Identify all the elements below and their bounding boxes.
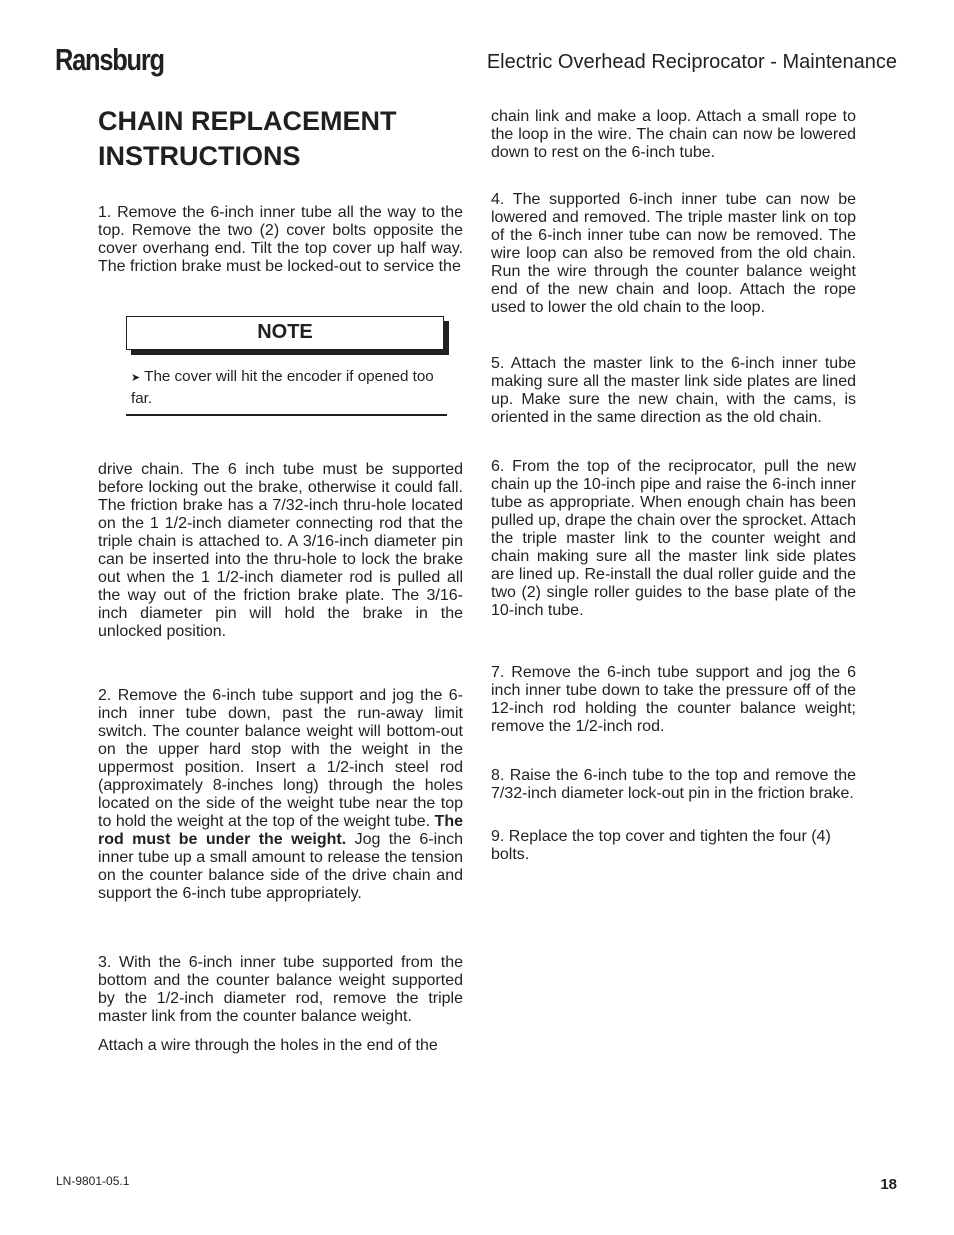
step-8: 8. Raise the 6-inch tube to the top and remove the 7/32-inch diameter lock-out pin in the friction brake.	[491, 767, 856, 802]
step-3-part-a: 3. With the 6-inch inner tube supported from the bottom and the counter balance weight supported by the 1/2-inch diameter rod, remove the triple master link from the counter balance weight.	[98, 954, 463, 1025]
note-title-box: NOTE	[126, 316, 444, 350]
step-1-part-a: 1. Remove the 6-inch inner tube all the way to the top. Remove the two (2) cover bolts opposite the cover overhang end. Tilt the top cover up half way. The friction brake must be locked-out to service the	[98, 204, 463, 275]
section-heading	[98, 104, 478, 174]
ransburg-logo: Ransburg	[55, 42, 164, 77]
step-1-part-b: drive chain. The 6 inch tube must be supported before locking out the brake, otherwise it could fall. The friction brake has a 7/32-inch thru-hole located on the 1 1/2-inch diameter connecting rod that the triple chain is attached to. A 3/16-inch diameter pin can be inserted into the thru-hole to lock the brake out when the 1 1/2-inch diameter rod is pulled all the way out of the friction brake plate. The 3/16- inch diameter pin will hold the brake in the unlocked position.	[98, 461, 463, 640]
step-9: 9. Replace the top cover and tighten the four (4) bolts.	[491, 828, 831, 863]
step-7: 7. Remove the 6-inch tube support and jog the 6 inch inner tube down to take the pressure off of the 12-inch rod holding the counter balance weight; remove the 1/2-inch rod.	[491, 664, 856, 735]
step-4: 4. The supported 6-inch inner tube can now be lowered and removed. The triple master link on top of the 6-inch inner tube can now be removed. The wire loop can also be removed from the old chain. Run the wire through the counter balance weight end of the new chain and loop. Attach the rope used to lower the old chain to the loop.	[491, 191, 856, 316]
heading-line-2: INSTRUCTIONS	[98, 141, 301, 171]
note-callout	[126, 316, 451, 416]
heading-line-1: CHAIN REPLACEMENT	[98, 106, 397, 136]
step-2	[98, 687, 463, 903]
note-bottom-rule	[126, 414, 447, 416]
arrow-bullet-icon: ➤	[131, 372, 141, 384]
step-2-bold-warning: The rod must be under the weight.	[98, 813, 463, 848]
step-5: 5. Attach the master link to the 6-inch inner tube making sure all the master link side plates are lined up. Make sure the new chain, with the cams, is oriented in the same direction as the old chain.	[491, 355, 856, 426]
footer-doc-number: LN-9801-05.1	[56, 1174, 130, 1188]
footer-page-number: 18	[880, 1176, 897, 1193]
step-6: 6. From the top of the reciprocator, pull the new chain up the 10-inch pipe and raise the 6-inch inner tube as appropriate. When enough chain has been pulled up, drape the chain over the sprocket. Attach the triple master link to the counter weight and chain making sure all the master link side plates are lined up. Re-install the dual roller guide and the two (2) single roller guides to the base plate of the 10-inch tube.	[491, 458, 856, 619]
header-title: Electric Overhead Reciprocator - Maintenance	[486, 51, 897, 73]
step-3-part-b: Attach a wire through the holes in the end of the	[98, 1037, 438, 1054]
step-2-text-b: Jog the 6-inch inner tube up a small amount to release the tension on the counter balance side of the drive chain and support the 6-inch tube appropriately.	[98, 831, 464, 902]
step-2-text-a: 2. Remove the 6-inch tube support and jog the 6-inch inner tube down, past the run-away limit switch. The counter balance weight will bottom-out on the upper hard stop with the weight in the uppermost position. Insert a 1/2-inch steel rod (approximately 8-inches long) through the holes located on the side of the weight tube near the top to hold the weight at the top of the weight tube.	[98, 687, 463, 830]
note-text	[126, 367, 446, 409]
note-text-body: The cover will hit the encoder if opened too far.	[131, 368, 434, 407]
step-3-part-c: chain link and make a loop. Attach a small rope to the loop in the wire. The chain can now be lowered down to rest on the 6-inch tube.	[491, 108, 856, 161]
